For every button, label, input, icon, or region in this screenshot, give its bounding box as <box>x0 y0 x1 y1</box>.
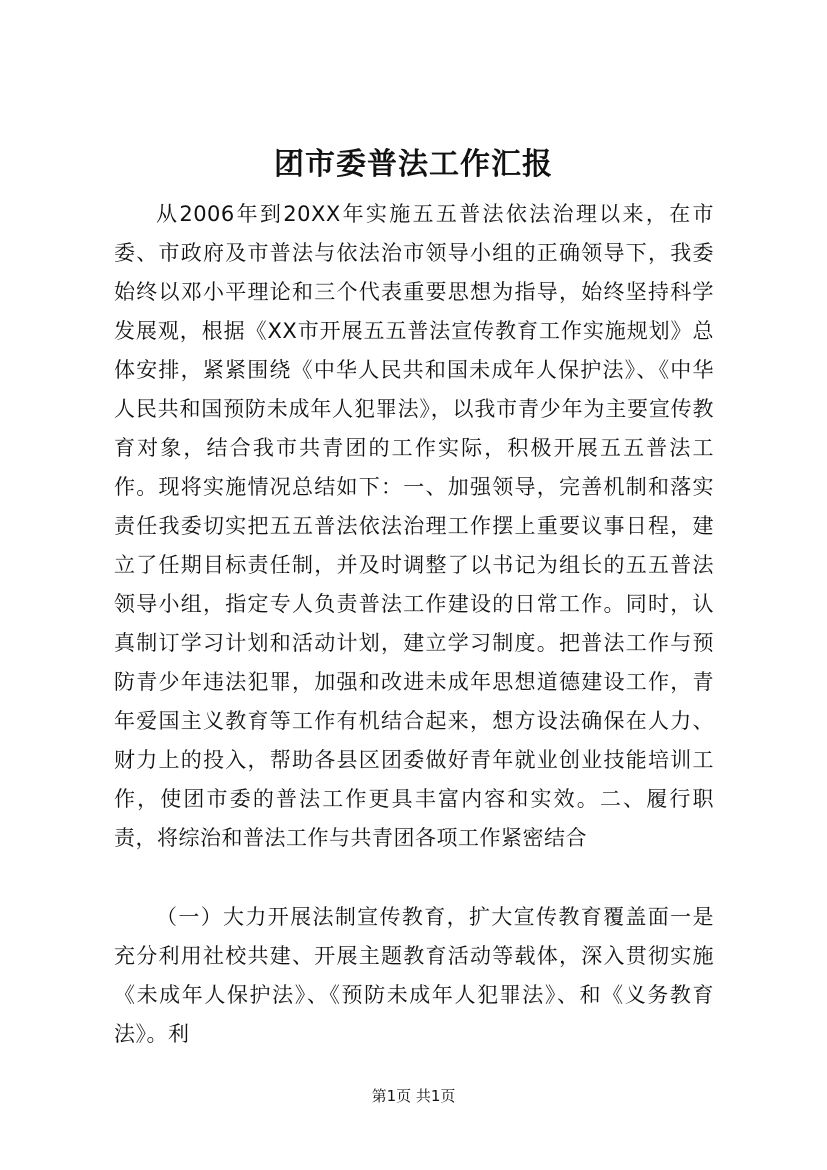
body-paragraph-2: （一）大力开展法制宣传教育，扩大宣传教育覆盖面一是充分利用社校共建、开展主题教育活动等载体，深入贯彻实施《未成年人保护法》、《预防未成年人犯罪法》、和《义务教育法》。利 <box>114 905 714 1046</box>
document-title: 团市委普法工作汇报 <box>274 147 553 182</box>
body-paragraph-1: 从2006年到20XX年实施五五普法依法治理以来，在市委、市政府及市普法与依法治市领导小组的正确领导下，我委始终以邓小平理论和三个代表重要思想为指导，始终坚持科学发展观，根据《XX市开展五五普法宣传教育工作实施规划》总体安排，紧紧围绕《中华人民共和国未成年人保护法》、《中华人民共和国预防未成年人犯罪法》，以我市青少年为主要宣传教育对象，结合我市共青团的工作实际，积极开展五五普法工作。现将实施情况总结如下：一、加强领导，完善机制和落实责任我委切实把五五普法依法治理工作摆上重要议事日程，建立了任期目标责任制，并及时调整了以书记为组长的五五普法领导小组，指定专人负责普法工作建设的日常工作。同时，认真制订学习计划和活动计划，建立学习制度。把普法工作与预防青少年违法犯罪，加强和改进未成年思想道德建设工作，青年爱国主义教育等工作有机结合起来，想方设法确保在人力、财力上的投入，帮助各县区团委做好青年就业创业技能培训工作，使团市委的普法工作更具丰富内容和实效。二、履行职责，将综治和普法工作与共青团各项工作紧密结合 <box>114 202 714 850</box>
page-number-footer: 第1页 共1页 <box>371 1087 456 1105</box>
